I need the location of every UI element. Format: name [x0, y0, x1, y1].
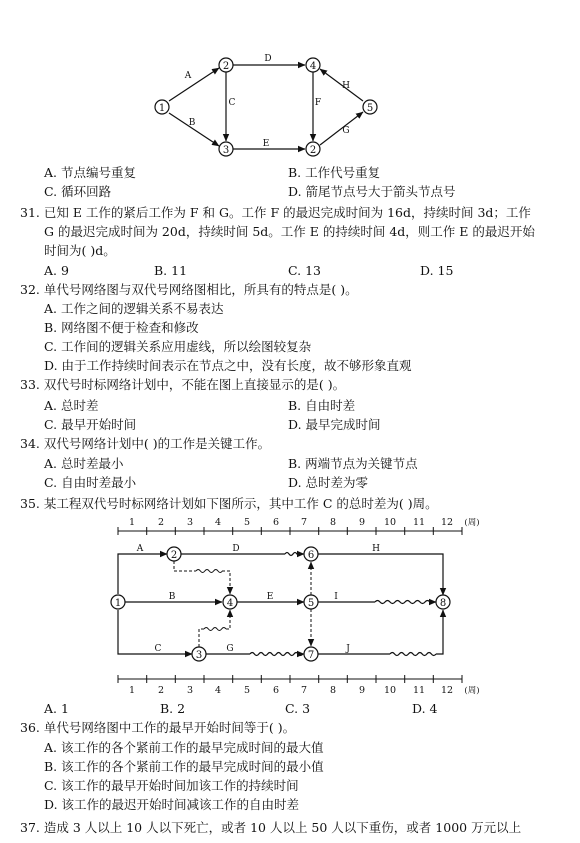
scale-label: 8	[329, 685, 337, 695]
scale-label: 3	[186, 517, 194, 528]
scale-label: 4	[214, 685, 222, 695]
edge-label: E	[262, 139, 270, 149]
edge-label: D	[232, 544, 240, 554]
option-text: B. 工作代号重复	[288, 165, 381, 180]
scale-label: 10	[383, 685, 397, 695]
option-text: A. 总时差	[44, 398, 99, 413]
node-label: 8	[439, 598, 447, 609]
dummy-wave-3-4	[204, 628, 226, 631]
node-label: 2	[309, 145, 317, 156]
question-text: 35. 某工程双代号时标网络计划如下图所示，其中工作 C 的总时差为( )周。	[20, 496, 438, 511]
scale-label: 8	[329, 517, 337, 528]
wave-I	[375, 601, 430, 604]
activity-H	[318, 554, 443, 595]
option-text: B. 2	[160, 701, 186, 716]
question-text: 37. 造成 3 人以上 10 人以下死亡，或者 10 人以上 50 人以下重伤，或者 1000 万元以上	[20, 820, 522, 835]
option-text: C. 最早开始时间	[44, 417, 137, 432]
scale-label: 9	[358, 517, 366, 528]
question-text: 34. 双代号网络计划中( )的工作是关键工作。	[20, 436, 271, 451]
node-label: 2	[170, 550, 178, 561]
edge-label: B	[168, 592, 176, 602]
edge-label: C	[154, 644, 162, 654]
node-label: 3	[195, 650, 203, 661]
scale-label: 1	[128, 517, 136, 528]
wave-G	[250, 653, 303, 656]
edge-label: A	[136, 544, 144, 554]
edge-label: G	[342, 126, 350, 136]
option-text: B. 11	[154, 263, 188, 278]
dummy-3-4	[199, 629, 204, 647]
scale-label: 5	[243, 517, 251, 528]
scale-label: 1	[128, 685, 136, 695]
option-text: A. 9	[44, 263, 69, 278]
option-text: B. 两端节点为关键节点	[288, 456, 418, 471]
edge-label: C	[228, 98, 236, 108]
edge-label: I	[334, 592, 338, 602]
scale-label: 12	[440, 685, 454, 695]
node-label: 4	[226, 598, 234, 609]
node-label: 5	[307, 598, 315, 609]
question-text: 36. 单代号网络图中工作的最早开始时间等于( )。	[20, 720, 296, 735]
node-label: 2	[222, 61, 230, 72]
node-label: 1	[158, 103, 166, 114]
scale-label: 7	[300, 517, 308, 528]
node-label: 3	[222, 145, 230, 156]
option-text: D. 由于工作持续时间表示在节点之中，没有长度，故不够形象直观	[44, 358, 412, 373]
edge-label: H	[342, 81, 350, 91]
scale-label: 11	[412, 517, 426, 528]
node-label: 5	[366, 103, 374, 114]
option-text: D. 4	[412, 701, 438, 716]
wave-J	[390, 653, 436, 656]
edge-label: D	[264, 54, 272, 64]
option-text: A. 节点编号重复	[44, 165, 136, 180]
question-text: 时间为( )d。	[44, 243, 116, 258]
option-text: B. 自由时差	[288, 398, 356, 413]
network-diagram-1	[150, 50, 390, 162]
option-text: B. 网络图不便于检查和修改	[44, 320, 199, 335]
edge-label: J	[346, 644, 350, 654]
wave-D	[285, 553, 301, 556]
scale-label: 7	[300, 685, 308, 695]
node-label: 6	[307, 550, 315, 561]
scale-label: 5	[243, 685, 251, 695]
scale-label: 6	[272, 685, 280, 695]
edge-label: H	[372, 544, 380, 554]
option-text: C. 该工作的最早开始时间加该工作的持续时间	[44, 778, 299, 793]
option-text: D. 最早完成时间	[288, 417, 381, 432]
scale-label: 10	[383, 517, 397, 528]
option-text: C. 3	[285, 701, 311, 716]
scale-label: 2	[157, 685, 165, 695]
scale-label: 6	[272, 517, 280, 528]
option-text: C. 13	[288, 263, 321, 278]
edge-label: F	[314, 98, 322, 108]
scale-unit: (周)	[464, 686, 480, 695]
option-text: C. 循环回路	[44, 184, 112, 199]
option-text: A. 总时差最小	[44, 456, 124, 471]
scale-unit: (周)	[464, 518, 480, 528]
node-label: 1	[114, 598, 122, 609]
scale-label: 11	[412, 685, 426, 695]
question-text: 31. 已知 E 工作的紧后工作为 F 和 G。工作 F 的最迟完成时间为 16d，持续时间 3d；工作	[20, 205, 531, 220]
edge-label: A	[184, 71, 192, 81]
question-text: 33. 双代号时标网络计划中，不能在图上直接显示的是( )。	[20, 377, 346, 392]
dummy-2-4	[174, 561, 196, 571]
question-text: G 的最迟完成时间为 20d，持续时间 5d。工作 E 的持续时间 4d，则工作 E 的最迟开始	[44, 224, 535, 239]
option-text: A. 工作之间的逻辑关系不易表达	[44, 301, 224, 316]
dummy-wave-2-4	[196, 570, 222, 573]
option-text: D. 该工作的最迟开始时间减该工作的自由时差	[44, 797, 300, 812]
option-text: A. 该工作的各个紧前工作的最早完成时间的最大值	[44, 740, 324, 755]
scale-label: 2	[157, 517, 165, 528]
time-scaled-network-diagram	[100, 513, 480, 695]
edge-label: B	[188, 118, 196, 128]
node-label: 4	[309, 61, 317, 72]
activity-A	[118, 554, 167, 594]
edge-label: G	[226, 644, 234, 654]
option-text: D. 总时差为零	[288, 475, 369, 490]
option-text: C. 工作间的逻辑关系应用虚线，所以绘图较复杂	[44, 339, 312, 354]
scale-label: 4	[214, 517, 222, 528]
question-text: 32. 单代号网络图与双代号网络图相比，所具有的特点是( )。	[20, 282, 358, 297]
option-text: A. 1	[44, 701, 69, 716]
option-text: B. 该工作的各个紧前工作的最早完成时间的最小值	[44, 759, 324, 774]
scale-label: 9	[358, 685, 366, 695]
scale-label: 3	[186, 685, 194, 695]
option-text: C. 自由时差最小	[44, 475, 137, 490]
edge-label: E	[266, 592, 274, 602]
arrow-1-2	[169, 68, 219, 101]
scale-label: 12	[440, 517, 454, 528]
option-text: D. 15	[420, 263, 454, 278]
node-label: 7	[307, 650, 315, 661]
option-text: D. 箭尾节点号大于箭头节点号	[288, 184, 456, 199]
